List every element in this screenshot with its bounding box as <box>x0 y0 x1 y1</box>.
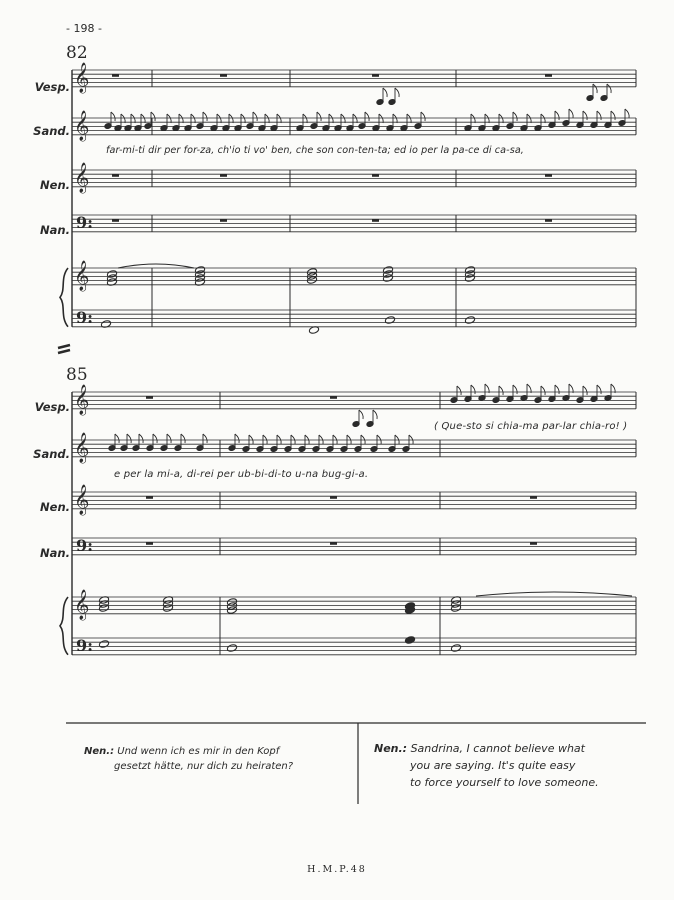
note-flag <box>303 114 307 123</box>
note-flag <box>341 114 345 123</box>
chord-note <box>451 604 462 613</box>
note-flag <box>541 114 545 123</box>
whole-rest <box>146 396 153 399</box>
notes <box>99 74 632 652</box>
note-flag <box>457 386 461 395</box>
instrument-label-nen: Nen. <box>40 178 70 192</box>
whole-rest <box>146 496 153 499</box>
whole-rest <box>372 74 379 77</box>
instrument-label-nan: Nan. <box>40 546 70 560</box>
bass-clef-icon: 9: <box>76 536 94 555</box>
instrument-label-nen: Nen. <box>40 500 70 514</box>
lyrics-sand-system2: e per la mi-a, di-rei per ub-bi-di-to u-na bug-gi-a. <box>114 469 369 480</box>
note-flag <box>277 435 281 444</box>
note-flag <box>379 114 383 123</box>
note-flag <box>181 434 185 443</box>
instrument-label-nan: Nan. <box>40 223 70 237</box>
note-flag <box>291 435 295 444</box>
system-separator <box>58 350 70 353</box>
whole-rest <box>112 74 119 77</box>
note-flag <box>153 434 157 443</box>
german-line-2: gesetzt hätte, nur dich zu heiraten? <box>114 761 294 772</box>
instrument-label-vesp: Vesp. <box>34 80 70 94</box>
note-flag <box>555 385 559 394</box>
whole-rest <box>146 542 153 545</box>
note-flag <box>513 385 517 394</box>
note-flag <box>383 88 387 97</box>
note-flag <box>485 114 489 123</box>
whole-rest <box>530 496 537 499</box>
note-flag <box>253 112 257 121</box>
note-flag <box>611 111 615 120</box>
whole-rest <box>220 74 227 77</box>
note-flag <box>471 114 475 123</box>
treble-clef-icon: 𝄞 <box>74 111 90 141</box>
note-flag <box>265 114 269 123</box>
instrument-label-vesp: Vesp. <box>34 400 70 414</box>
note-flag <box>365 112 369 121</box>
note-flag <box>241 114 245 123</box>
measure-number-82: 82 <box>66 43 88 63</box>
note-flag <box>127 434 131 443</box>
note-flag <box>131 114 135 123</box>
note-flag <box>499 114 503 123</box>
bass-clef-icon: 9: <box>76 308 94 327</box>
whole-rest <box>112 219 119 222</box>
note-flag <box>373 410 377 419</box>
note-flag <box>217 114 221 123</box>
whole-rest <box>330 496 337 499</box>
chord-note <box>451 644 462 653</box>
page-number: - 198 - <box>66 22 102 35</box>
note-flag <box>305 435 309 444</box>
note-flag <box>527 114 531 123</box>
note-flag <box>597 385 601 394</box>
lyrics-vesp-system2: ( Que-sto si chia-ma par-lar chia-ro! ) <box>434 421 628 432</box>
note-flag <box>583 386 587 395</box>
note-flag <box>359 410 363 419</box>
german-speaker: Nen.: <box>84 746 115 757</box>
bass-clef-icon: 9: <box>76 636 94 655</box>
note-flag <box>353 114 357 123</box>
note-flag <box>499 386 503 395</box>
note-flag <box>393 114 397 123</box>
treble-clef-icon: 𝄞 <box>74 385 90 415</box>
chord-note <box>465 274 476 283</box>
publisher-footer: H.M.P.48 <box>307 864 367 875</box>
whole-rest <box>330 396 337 399</box>
chord-note <box>307 276 318 285</box>
whole-rest <box>545 219 552 222</box>
whole-rest <box>372 219 379 222</box>
system-separator <box>58 345 70 348</box>
note-flag <box>141 114 145 123</box>
translation-german <box>84 744 293 774</box>
note-flag <box>317 112 321 121</box>
piano-brace <box>60 597 68 655</box>
chord-note <box>227 644 238 653</box>
note-flag <box>569 109 573 118</box>
note-flag <box>625 109 629 118</box>
english-speaker: Nen.: <box>374 742 408 755</box>
note-flag <box>319 435 323 444</box>
note-flag <box>593 84 597 93</box>
note-flag <box>471 385 475 394</box>
treble-clef-icon: 𝄞 <box>74 433 90 463</box>
system-brackets <box>60 268 68 655</box>
note-flag <box>409 435 413 444</box>
tie <box>118 264 194 268</box>
note-flag <box>203 112 207 121</box>
translation-english <box>374 740 599 791</box>
whole-rest <box>330 542 337 545</box>
note-flag <box>333 435 337 444</box>
chord-note <box>405 636 416 645</box>
whole-rest <box>530 542 537 545</box>
english-line-2: you are saying. It's quite easy <box>410 759 576 772</box>
whole-rest <box>220 174 227 177</box>
note-flag <box>203 434 207 443</box>
note-flag <box>607 84 611 93</box>
note-flag <box>395 435 399 444</box>
note-flag <box>377 435 381 444</box>
note-flag <box>167 114 171 123</box>
english-line-1: Sandrina, I cannot believe what <box>410 742 585 755</box>
note-flag <box>229 114 233 123</box>
treble-clef-icon: 𝄞 <box>74 261 90 291</box>
piano-brace <box>60 268 68 327</box>
note-flag <box>115 434 119 443</box>
note-flag <box>407 114 411 123</box>
note-flag <box>347 435 351 444</box>
note-flag <box>167 434 171 443</box>
note-flag <box>249 435 253 444</box>
note-flag <box>555 111 559 120</box>
treble-clef-icon: 𝄞 <box>74 485 90 515</box>
note-flag <box>329 114 333 123</box>
treble-clef-icon: 𝄞 <box>74 590 90 620</box>
chord-note <box>465 316 476 325</box>
treble-clef-icon: 𝄞 <box>74 63 90 93</box>
note-flag <box>121 114 125 123</box>
english-line-3: to force yourself to love someone. <box>410 776 599 789</box>
note-flag <box>597 111 601 120</box>
note-flag <box>421 112 425 121</box>
instrument-label-sand: Sand. <box>33 124 70 138</box>
note-flag <box>139 434 143 443</box>
bass-clef-icon: 9: <box>76 213 94 232</box>
whole-rest <box>220 219 227 222</box>
note-flag <box>541 386 545 395</box>
note-flag <box>191 114 195 123</box>
treble-clef-icon: 𝄞 <box>74 163 90 193</box>
whole-rest <box>372 174 379 177</box>
tie <box>476 592 632 596</box>
whole-rest <box>545 74 552 77</box>
chord-note <box>99 604 110 613</box>
chord-note <box>227 606 238 615</box>
whole-rest <box>112 174 119 177</box>
staff-lines <box>72 70 636 655</box>
chord-note <box>99 640 110 649</box>
note-flag <box>179 114 183 123</box>
note-flag <box>235 434 239 443</box>
instrument-label-sand: Sand. <box>33 447 70 461</box>
whole-rest <box>545 174 552 177</box>
chord-note <box>163 604 174 613</box>
note-flag <box>361 435 365 444</box>
note-flag <box>277 114 281 123</box>
lyrics-sand-system1: far-mi-ti dir per for-za, ch'io ti vo' ben, che son con-ten-ta; ed io per la pa-ce di ca-sa, <box>106 145 524 156</box>
german-line-1: Und wenn ich es mir in den Kopf <box>117 746 280 757</box>
note-flag <box>583 111 587 120</box>
note-flag <box>263 435 267 444</box>
chord-note <box>385 316 396 325</box>
barlines <box>58 70 636 655</box>
measure-number-85: 85 <box>66 365 88 385</box>
note-flag <box>513 112 517 121</box>
chord-note <box>383 274 394 283</box>
note-flag <box>395 88 399 97</box>
clefs <box>74 62 93 655</box>
note-flag <box>111 112 115 121</box>
